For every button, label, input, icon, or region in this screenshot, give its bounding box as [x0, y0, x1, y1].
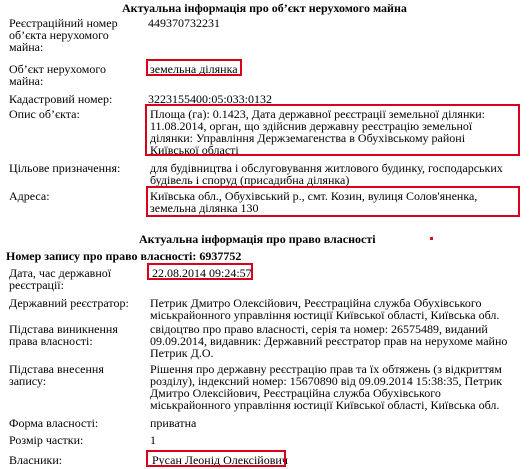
- value-reg-number: 449370732231: [148, 16, 220, 30]
- highlight-box-object-type: [146, 59, 242, 76]
- value-description: Площа (га): 0.1423, Дата державної реєстрації земельної ділянки: 11.08.2014, орган, що здійснив державну реєстрацію земельної ділянки: Управління Держземагенства в Обухівському районі Київської області: [150, 107, 485, 157]
- label-ownership-basis: Підстава виникнення права власності:: [9, 322, 118, 348]
- red-dot-mark: [430, 237, 433, 240]
- value-share-size: 1: [150, 433, 156, 447]
- label-registration-datetime: Дата, час державної реєстрації:: [9, 266, 112, 292]
- label-purpose: Цільове призначення:: [9, 161, 121, 175]
- label-description: Опис об’єкта:: [9, 107, 80, 121]
- label-share-size: Розмір частки:: [9, 433, 84, 447]
- value-owners: Русан Леонід Олексійович: [152, 453, 288, 467]
- value-ownership-form: приватна: [150, 416, 197, 430]
- value-purpose: для будівництва і обслуговування житлового будинку, господарських будівель і споруд (присадибна ділянка): [150, 161, 503, 187]
- highlight-box-datetime: [147, 263, 253, 280]
- value-entry-basis: Рішення про державну реєстрацію прав та їх обтяжень (з відкриттям розділу), індексний номер: 15670890 від 09.09.2014 15:38:35, Петрик Дмитро Олексійович, Реєстраційна служба Обухівського міськрайонного управління юстиції Київської області, Київська обл.: [150, 362, 503, 412]
- label-address: Адреса:: [9, 189, 50, 203]
- value-object-type: земельна ділянка: [150, 62, 238, 76]
- highlight-box-description: [145, 104, 520, 156]
- label-object-type: Об’єкт нерухомого майна:: [9, 62, 106, 88]
- label-registrar: Державний реєстратор:: [9, 296, 129, 310]
- section1-title: Актуальна інформація про об’єкт нерухомого майна: [122, 1, 407, 15]
- value-registration-datetime: 22.08.2014 09:24:57: [152, 266, 252, 280]
- label-owners: Власники:: [9, 453, 63, 467]
- ownership-record-number: Номер запису про право власності: 6937752: [6, 249, 242, 263]
- label-ownership-form: Форма власності:: [9, 416, 99, 430]
- label-cadastral-number: Кадастровий номер:: [9, 92, 113, 106]
- value-address: Київська обл., Обухівський р., смт. Козин, вулиця Солов'яненка, земельна ділянка 130: [150, 189, 478, 215]
- highlight-box-address: [146, 186, 520, 217]
- label-reg-number: Реєстраційний номер об’єкта нерухомого майна:: [9, 16, 118, 54]
- highlight-box-owners: [146, 450, 286, 467]
- value-registrar: Петрик Дмитро Олексійович, Реєстраційна служба Обухівського міськрайонного управління юстиції Київської області, Київська обл.: [150, 296, 500, 322]
- label-entry-basis: Підстава внесення запису:: [9, 362, 104, 388]
- value-ownership-basis: свідоцтво про право власності, серія та номер: 26575489, виданий 09.09.2014, видавник: Державний реєстратор прав на нерухоме майно Петрик Д.О.: [150, 322, 508, 360]
- value-cadastral-number: 3223155400:05:033:0132: [148, 92, 273, 106]
- section2-title: Актуальна інформація про право власності: [139, 232, 376, 246]
